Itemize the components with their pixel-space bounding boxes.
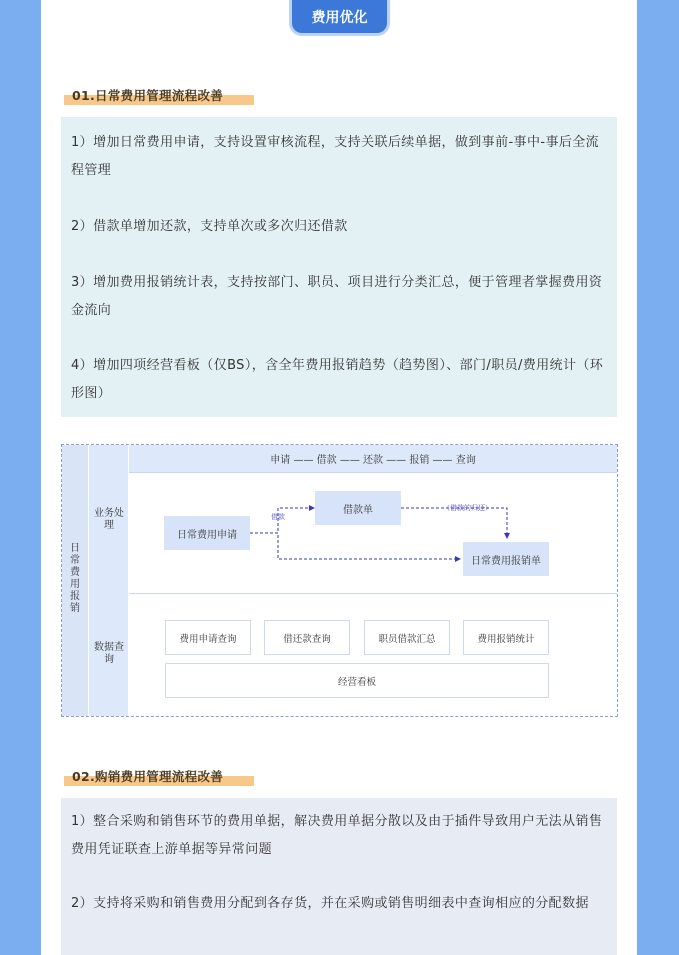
edge-apply-to-reimburse xyxy=(250,533,460,559)
section1-item-1: 1）增加日常费用申请，支持设置审核流程，支持关联后续单据，做到事前-事中-事后全流程管理 xyxy=(71,135,600,178)
section1-heading xyxy=(72,86,223,104)
section1-text-box xyxy=(61,117,617,417)
section1-heading-text: 01.日常费用管理流程改善 xyxy=(72,88,224,103)
query-reimburse-stats: 费用报销统计 xyxy=(463,620,549,655)
node-loan: 借款单 xyxy=(315,491,401,525)
row-label-business: 业务处理 xyxy=(94,508,124,531)
query-staff-loan-summary: 职员借款汇总 xyxy=(364,620,450,655)
dashboard-box: 经营看板 xyxy=(165,663,549,698)
node-expense-apply: 日常费用申请 xyxy=(164,516,250,550)
query-loan-repay: 借还款查询 xyxy=(264,620,350,655)
section1-item-4: 4）增加四项经营看板（仅BS），含全年费用报销趋势（趋势图）、部门/职员/费用统计（环形图） xyxy=(71,358,604,401)
edge-label-repay: （借款的归还） xyxy=(443,504,492,512)
edge-label-loan: 借款 xyxy=(271,513,285,521)
flow-header: 申请 —— 借款 —— 还款 —— 报销 —— 查询 xyxy=(129,445,617,473)
section2-heading xyxy=(72,767,223,785)
node-expense-reimburse: 日常费用报销单 xyxy=(463,542,549,576)
query-expense-apply: 费用申请查询 xyxy=(165,620,251,655)
row-label-query: 数据查询 xyxy=(94,642,124,665)
section2-heading-text: 02.购销费用管理流程改善 xyxy=(72,769,224,784)
diagram-side-title: 日常费用报销 xyxy=(70,543,80,614)
section2-text-box xyxy=(61,798,617,955)
section2-item-1: 1）整合采购和销售环节的费用单据，解决费用单据分散以及由于插件导致用户无法从销售费用凭证联查上游单据等异常问题 xyxy=(71,814,603,857)
expense-flow-diagram xyxy=(61,444,618,717)
section2-item-2: 2）支持将采购和销售费用分配到各存货，并在采购或销售明细表中查询相应的分配数据 xyxy=(71,896,589,911)
section1-item-3: 3）增加费用报销统计表，支持按部门、职员、项目进行分类汇总，便于管理者掌握费用资金流向 xyxy=(71,275,603,318)
section-tab-title: 费用优化 xyxy=(292,0,387,33)
section1-item-2: 2）借款单增加还款，支持单次或多次归还借款 xyxy=(71,219,348,234)
